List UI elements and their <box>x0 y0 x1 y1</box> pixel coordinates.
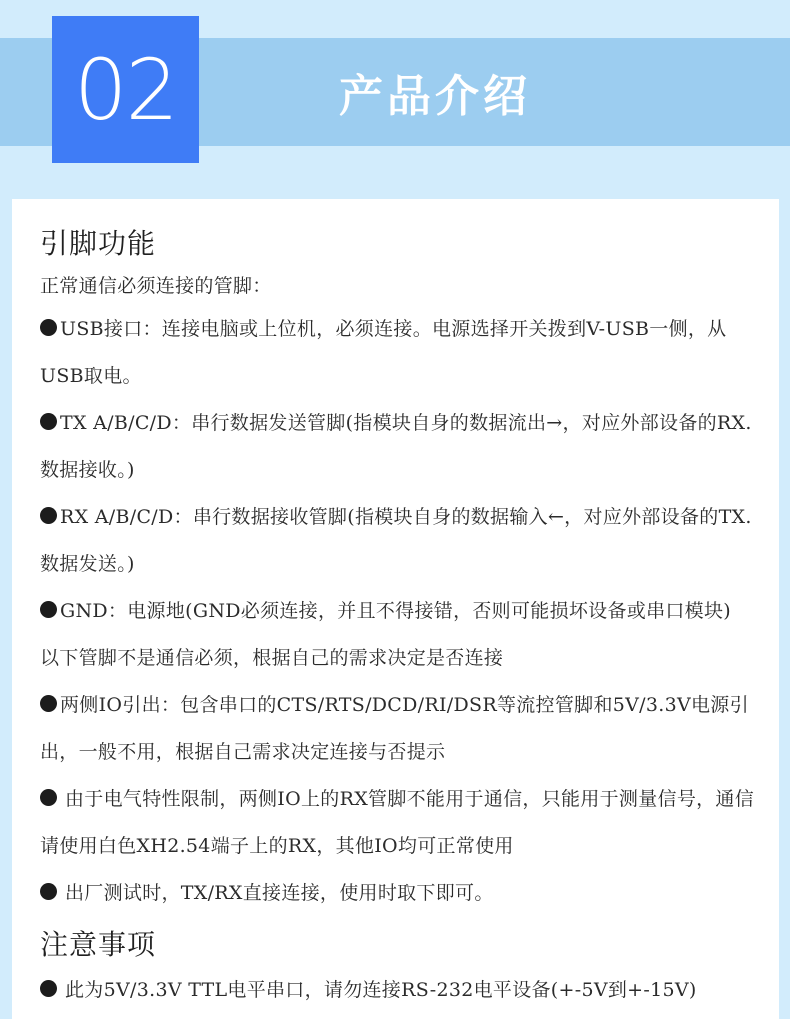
bullet-icon <box>40 601 57 618</box>
section-number: 02 <box>52 16 199 163</box>
bullet-icon <box>40 695 57 712</box>
content <box>40 222 765 1014</box>
pin-intro: 正常通信必须连接的管脚： <box>40 275 272 297</box>
note-ttl-text: 此为5V/3.3V TTL电平串口，请勿连接RS-232电平设备(+-5V到+-15V) <box>65 979 697 1001</box>
bullet-icon <box>40 883 57 900</box>
pin-tx-text: TX A/B/C/D：串行数据发送管脚(指模块自身的数据流出→，对应外部设备的RX.数据接收。) <box>40 412 752 481</box>
bullet-icon <box>40 413 57 430</box>
list-item <box>40 400 765 494</box>
pin-rx-text: RX A/B/C/D：串行数据接收管脚(指模块自身的数据输入←，对应外部设备的TX.数据发送。) <box>40 506 752 575</box>
bullet-icon <box>40 507 57 524</box>
pin-limit-text: 由于电气特性限制，两侧IO上的RX管脚不能用于通信，只能用于测量信号，通信请使用白色XH2.54端子上的RX，其他IO均可正常使用 <box>40 788 755 857</box>
section-title: 产品介绍 <box>339 71 531 122</box>
bullet-icon <box>40 789 57 806</box>
bullet-icon <box>40 980 57 997</box>
list-item <box>40 682 765 776</box>
pin-io-text: 两侧IO引出：包含串口的CTS/RTS/DCD/RI/DSR等流控管脚和5V/3.3V电源引出，一般不用，根据自己需求决定连接与否提示 <box>40 694 749 763</box>
list-item <box>40 494 765 588</box>
list-item <box>40 870 765 917</box>
list-item <box>40 776 765 870</box>
optional-pin-list <box>40 682 765 917</box>
list-item <box>40 588 765 635</box>
notes-list <box>40 967 765 1014</box>
optional-note: 以下管脚不是通信必须，根据自己的需求决定是否连接 <box>40 647 504 669</box>
list-item <box>40 306 765 400</box>
pin-usb-text: USB接口：连接电脑或上位机，必须连接。电源选择开关拨到V-USB一侧，从USB取电。 <box>40 318 727 387</box>
notes-heading: 注意事项 <box>40 928 157 961</box>
bullet-icon <box>40 319 57 336</box>
pin-test-text: 出厂测试时，TX/RX直接连接，使用时取下即可。 <box>65 882 494 904</box>
list-item <box>40 967 765 1014</box>
pin-gnd-text: GND：电源地(GND必须连接，并且不得接错，否则可能损坏设备或串口模块) <box>60 600 731 622</box>
required-pin-list <box>40 306 765 635</box>
pin-function-heading: 引脚功能 <box>40 227 157 260</box>
